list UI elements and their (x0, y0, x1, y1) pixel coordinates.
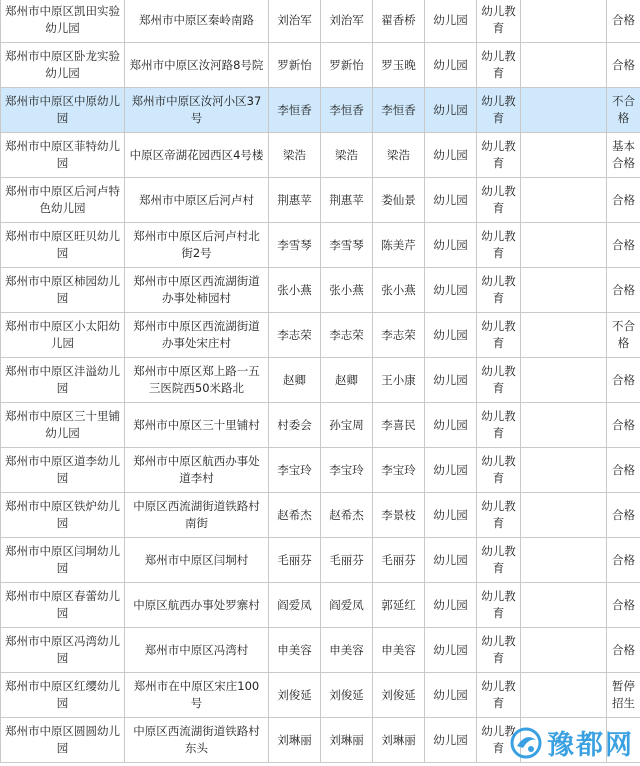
cell-school-type: 幼儿园 (425, 223, 477, 268)
cell-school-name: 郑州市中原区春蕾幼儿园 (1, 583, 125, 628)
cell-principal: 刘琳丽 (373, 718, 425, 763)
cell-address: 郑州市中原区冯湾村 (125, 628, 269, 673)
cell-remark (521, 313, 607, 358)
cell-principal: 李宝玲 (373, 448, 425, 493)
cell-school-name: 郑州市中原区三十里铺幼儿园 (1, 403, 125, 448)
table-row (1, 628, 640, 673)
cell-school-name: 郑州市中原区沣溢幼儿园 (1, 358, 125, 403)
cell-organizer: 毛丽芬 (321, 538, 373, 583)
cell-inspection-result: 合格 (607, 628, 640, 673)
table-row (1, 88, 640, 133)
cell-school-name: 郑州市中原区旺贝幼儿园 (1, 223, 125, 268)
cell-scope: 幼儿教育 (477, 358, 521, 403)
cell-legal-representative: 刘琳丽 (269, 718, 321, 763)
cell-principal: 翟香桥 (373, 0, 425, 43)
cell-address: 郑州市中原区航西办事处道李村 (125, 448, 269, 493)
cell-school-type: 幼儿园 (425, 403, 477, 448)
cell-school-name: 郑州市中原区冯湾幼儿园 (1, 628, 125, 673)
cell-scope: 幼儿教育 (477, 313, 521, 358)
cell-school-name: 郑州市中原区菲特幼儿园 (1, 133, 125, 178)
cell-school-type: 幼儿园 (425, 538, 477, 583)
cell-inspection-result: 暂停招生 (607, 673, 640, 718)
cell-school-name: 郑州市中原区中原幼儿园 (1, 88, 125, 133)
cell-inspection-result: 合格 (607, 0, 640, 43)
cell-school-name: 郑州市中原区红缨幼儿园 (1, 673, 125, 718)
cell-scope: 幼儿教育 (477, 628, 521, 673)
cell-remark (521, 178, 607, 223)
cell-inspection-result: 合格 (607, 223, 640, 268)
cell-legal-representative: 荆惠苹 (269, 178, 321, 223)
cell-legal-representative: 李恒香 (269, 88, 321, 133)
cell-organizer: 李宝玲 (321, 448, 373, 493)
table-row (1, 583, 640, 628)
cell-organizer: 阎爱凤 (321, 583, 373, 628)
cell-school-type: 幼儿园 (425, 313, 477, 358)
cell-principal: 郭延红 (373, 583, 425, 628)
cell-legal-representative: 赵卿 (269, 358, 321, 403)
cell-organizer: 刘治军 (321, 0, 373, 43)
cell-legal-representative: 罗新怡 (269, 43, 321, 88)
cell-scope: 幼儿教育 (477, 493, 521, 538)
cell-school-type: 幼儿园 (425, 583, 477, 628)
cell-inspection-result: 合格 (607, 43, 640, 88)
cell-scope: 幼儿教育 (477, 178, 521, 223)
cell-legal-representative: 梁浩 (269, 133, 321, 178)
cell-inspection-result: 合格 (607, 448, 640, 493)
cell-school-name: 郑州市中原区闫垌幼儿园 (1, 538, 125, 583)
cell-principal: 王小康 (373, 358, 425, 403)
cell-organizer: 申美容 (321, 628, 373, 673)
cell-principal: 刘俊延 (373, 673, 425, 718)
cell-inspection-result: 合格 (607, 403, 640, 448)
cell-remark (521, 583, 607, 628)
cell-school-name: 郑州市中原区小太阳幼儿园 (1, 313, 125, 358)
cell-school-name: 郑州市中原区道李幼儿园 (1, 448, 125, 493)
cell-inspection-result: 合格 (607, 268, 640, 313)
table-row (1, 178, 640, 223)
cell-remark (521, 43, 607, 88)
cell-address: 中原区帝湖花园西区4号楼 (125, 133, 269, 178)
cell-school-type: 幼儿园 (425, 88, 477, 133)
cell-principal: 李志荣 (373, 313, 425, 358)
cell-organizer: 刘琳丽 (321, 718, 373, 763)
table-row (1, 493, 640, 538)
watermark (509, 723, 634, 762)
cell-school-type: 幼儿园 (425, 0, 477, 43)
cell-legal-representative: 村委会 (269, 403, 321, 448)
cell-school-type: 幼儿园 (425, 358, 477, 403)
yudu-logo-icon (509, 726, 543, 760)
cell-address: 中原区航西办事处罗寨村 (125, 583, 269, 628)
table-row (1, 0, 640, 43)
cell-scope: 幼儿教育 (477, 88, 521, 133)
table-row (1, 133, 640, 178)
cell-organizer: 孙宝周 (321, 403, 373, 448)
cell-organizer: 刘俊延 (321, 673, 373, 718)
cell-inspection-result: 合格 (607, 358, 640, 403)
cell-principal: 罗玉晚 (373, 43, 425, 88)
cell-inspection-result: 合格 (607, 178, 640, 223)
cell-address: 郑州市中原区后河卢村 (125, 178, 269, 223)
cell-address: 郑州市中原区西流湖街道办事处宋庄村 (125, 313, 269, 358)
cell-principal: 申美容 (373, 628, 425, 673)
cell-inspection-result: 不合格 (607, 88, 640, 133)
table-row (1, 358, 640, 403)
cell-school-name: 郑州市中原区卧龙实验幼儿园 (1, 43, 125, 88)
cell-address: 郑州市中原区郑上路一五三医院西50米路北 (125, 358, 269, 403)
cell-principal: 梁浩 (373, 133, 425, 178)
cell-address: 郑州市中原区后河卢村北街2号 (125, 223, 269, 268)
cell-remark (521, 133, 607, 178)
cell-school-type: 幼儿园 (425, 43, 477, 88)
cell-inspection-result: 基本合格 (607, 133, 640, 178)
cell-inspection-result: 合格 (607, 538, 640, 583)
table-row (1, 673, 640, 718)
cell-school-type: 幼儿园 (425, 628, 477, 673)
cell-address: 郑州市在中原区宋庄100号 (125, 673, 269, 718)
table-row (1, 538, 640, 583)
cell-address: 郑州市中原区汝河路8号院 (125, 43, 269, 88)
cell-remark (521, 88, 607, 133)
cell-school-name: 郑州市中原区铁炉幼儿园 (1, 493, 125, 538)
cell-legal-representative: 李志荣 (269, 313, 321, 358)
cell-school-type: 幼儿园 (425, 673, 477, 718)
cell-inspection-result: 不合格 (607, 313, 640, 358)
cell-scope: 幼儿教育 (477, 403, 521, 448)
table-row (1, 403, 640, 448)
cell-legal-representative: 赵希杰 (269, 493, 321, 538)
cell-address: 中原区西流湖街道铁路村南街 (125, 493, 269, 538)
cell-organizer: 李恒香 (321, 88, 373, 133)
cell-school-type: 幼儿园 (425, 133, 477, 178)
cell-school-name: 郑州市中原区凯田实验幼儿园 (1, 0, 125, 43)
cell-organizer: 梁浩 (321, 133, 373, 178)
cell-legal-representative: 李雪琴 (269, 223, 321, 268)
cell-legal-representative: 刘治军 (269, 0, 321, 43)
cell-organizer: 罗新怡 (321, 43, 373, 88)
cell-scope: 幼儿教育 (477, 673, 521, 718)
cell-remark (521, 403, 607, 448)
cell-address: 郑州市中原区汝河小区37号 (125, 88, 269, 133)
table-row (1, 268, 640, 313)
cell-scope: 幼儿教育 (477, 583, 521, 628)
table-row (1, 43, 640, 88)
cell-legal-representative: 阎爱凤 (269, 583, 321, 628)
cell-organizer: 赵希杰 (321, 493, 373, 538)
cell-remark (521, 628, 607, 673)
cell-address: 中原区西流湖街道铁路村东头 (125, 718, 269, 763)
cell-school-name: 郑州市中原区圆圆幼儿园 (1, 718, 125, 763)
cell-principal: 李喜民 (373, 403, 425, 448)
cell-remark (521, 493, 607, 538)
cell-legal-representative: 申美容 (269, 628, 321, 673)
cell-school-type: 幼儿园 (425, 448, 477, 493)
cell-remark (521, 448, 607, 493)
table-row (1, 313, 640, 358)
cell-school-type: 幼儿园 (425, 268, 477, 313)
cell-remark (521, 223, 607, 268)
table-row (1, 448, 640, 493)
cell-principal: 陈美芹 (373, 223, 425, 268)
cell-remark (521, 268, 607, 313)
cell-school-type: 幼儿园 (425, 718, 477, 763)
cell-legal-representative: 刘俊延 (269, 673, 321, 718)
cell-scope: 幼儿教育 (477, 268, 521, 313)
cell-school-name: 郑州市中原区后河卢特色幼儿园 (1, 178, 125, 223)
cell-remark (521, 0, 607, 43)
cell-principal: 娄仙景 (373, 178, 425, 223)
cell-organizer: 李雪琴 (321, 223, 373, 268)
cell-organizer: 张小燕 (321, 268, 373, 313)
cell-address: 郑州市中原区西流湖街道办事处柿园村 (125, 268, 269, 313)
cell-legal-representative: 李宝玲 (269, 448, 321, 493)
cell-address: 郑州市中原区三十里铺村 (125, 403, 269, 448)
cell-school-type: 幼儿园 (425, 178, 477, 223)
cell-scope: 幼儿教育 (477, 448, 521, 493)
cell-legal-representative: 毛丽芬 (269, 538, 321, 583)
cell-organizer: 荆惠苹 (321, 178, 373, 223)
cell-inspection-result: 合格 (607, 583, 640, 628)
cell-scope: 幼儿教育 (477, 538, 521, 583)
table-row (1, 223, 640, 268)
cell-remark (521, 538, 607, 583)
cell-inspection-result: 合格 (607, 493, 640, 538)
cell-scope: 幼儿教育 (477, 133, 521, 178)
cell-principal: 李景枝 (373, 493, 425, 538)
cell-principal: 李恒香 (373, 88, 425, 133)
cell-address: 郑州市中原区秦岭南路 (125, 0, 269, 43)
cell-remark (521, 673, 607, 718)
cell-scope: 幼儿教育 (477, 718, 521, 763)
cell-scope: 幼儿教育 (477, 0, 521, 43)
cell-school-type: 幼儿园 (425, 493, 477, 538)
table-body (1, 0, 640, 763)
watermark-text: 豫都网 (547, 730, 634, 761)
cell-principal: 毛丽芬 (373, 538, 425, 583)
cell-scope: 幼儿教育 (477, 223, 521, 268)
cell-principal: 张小燕 (373, 268, 425, 313)
cell-organizer: 李志荣 (321, 313, 373, 358)
cell-organizer: 赵卿 (321, 358, 373, 403)
cell-remark (521, 358, 607, 403)
cell-address: 郑州市中原区闫垌村 (125, 538, 269, 583)
cell-school-name: 郑州市中原区柿园幼儿园 (1, 268, 125, 313)
cell-scope: 幼儿教育 (477, 43, 521, 88)
cell-legal-representative: 张小燕 (269, 268, 321, 313)
